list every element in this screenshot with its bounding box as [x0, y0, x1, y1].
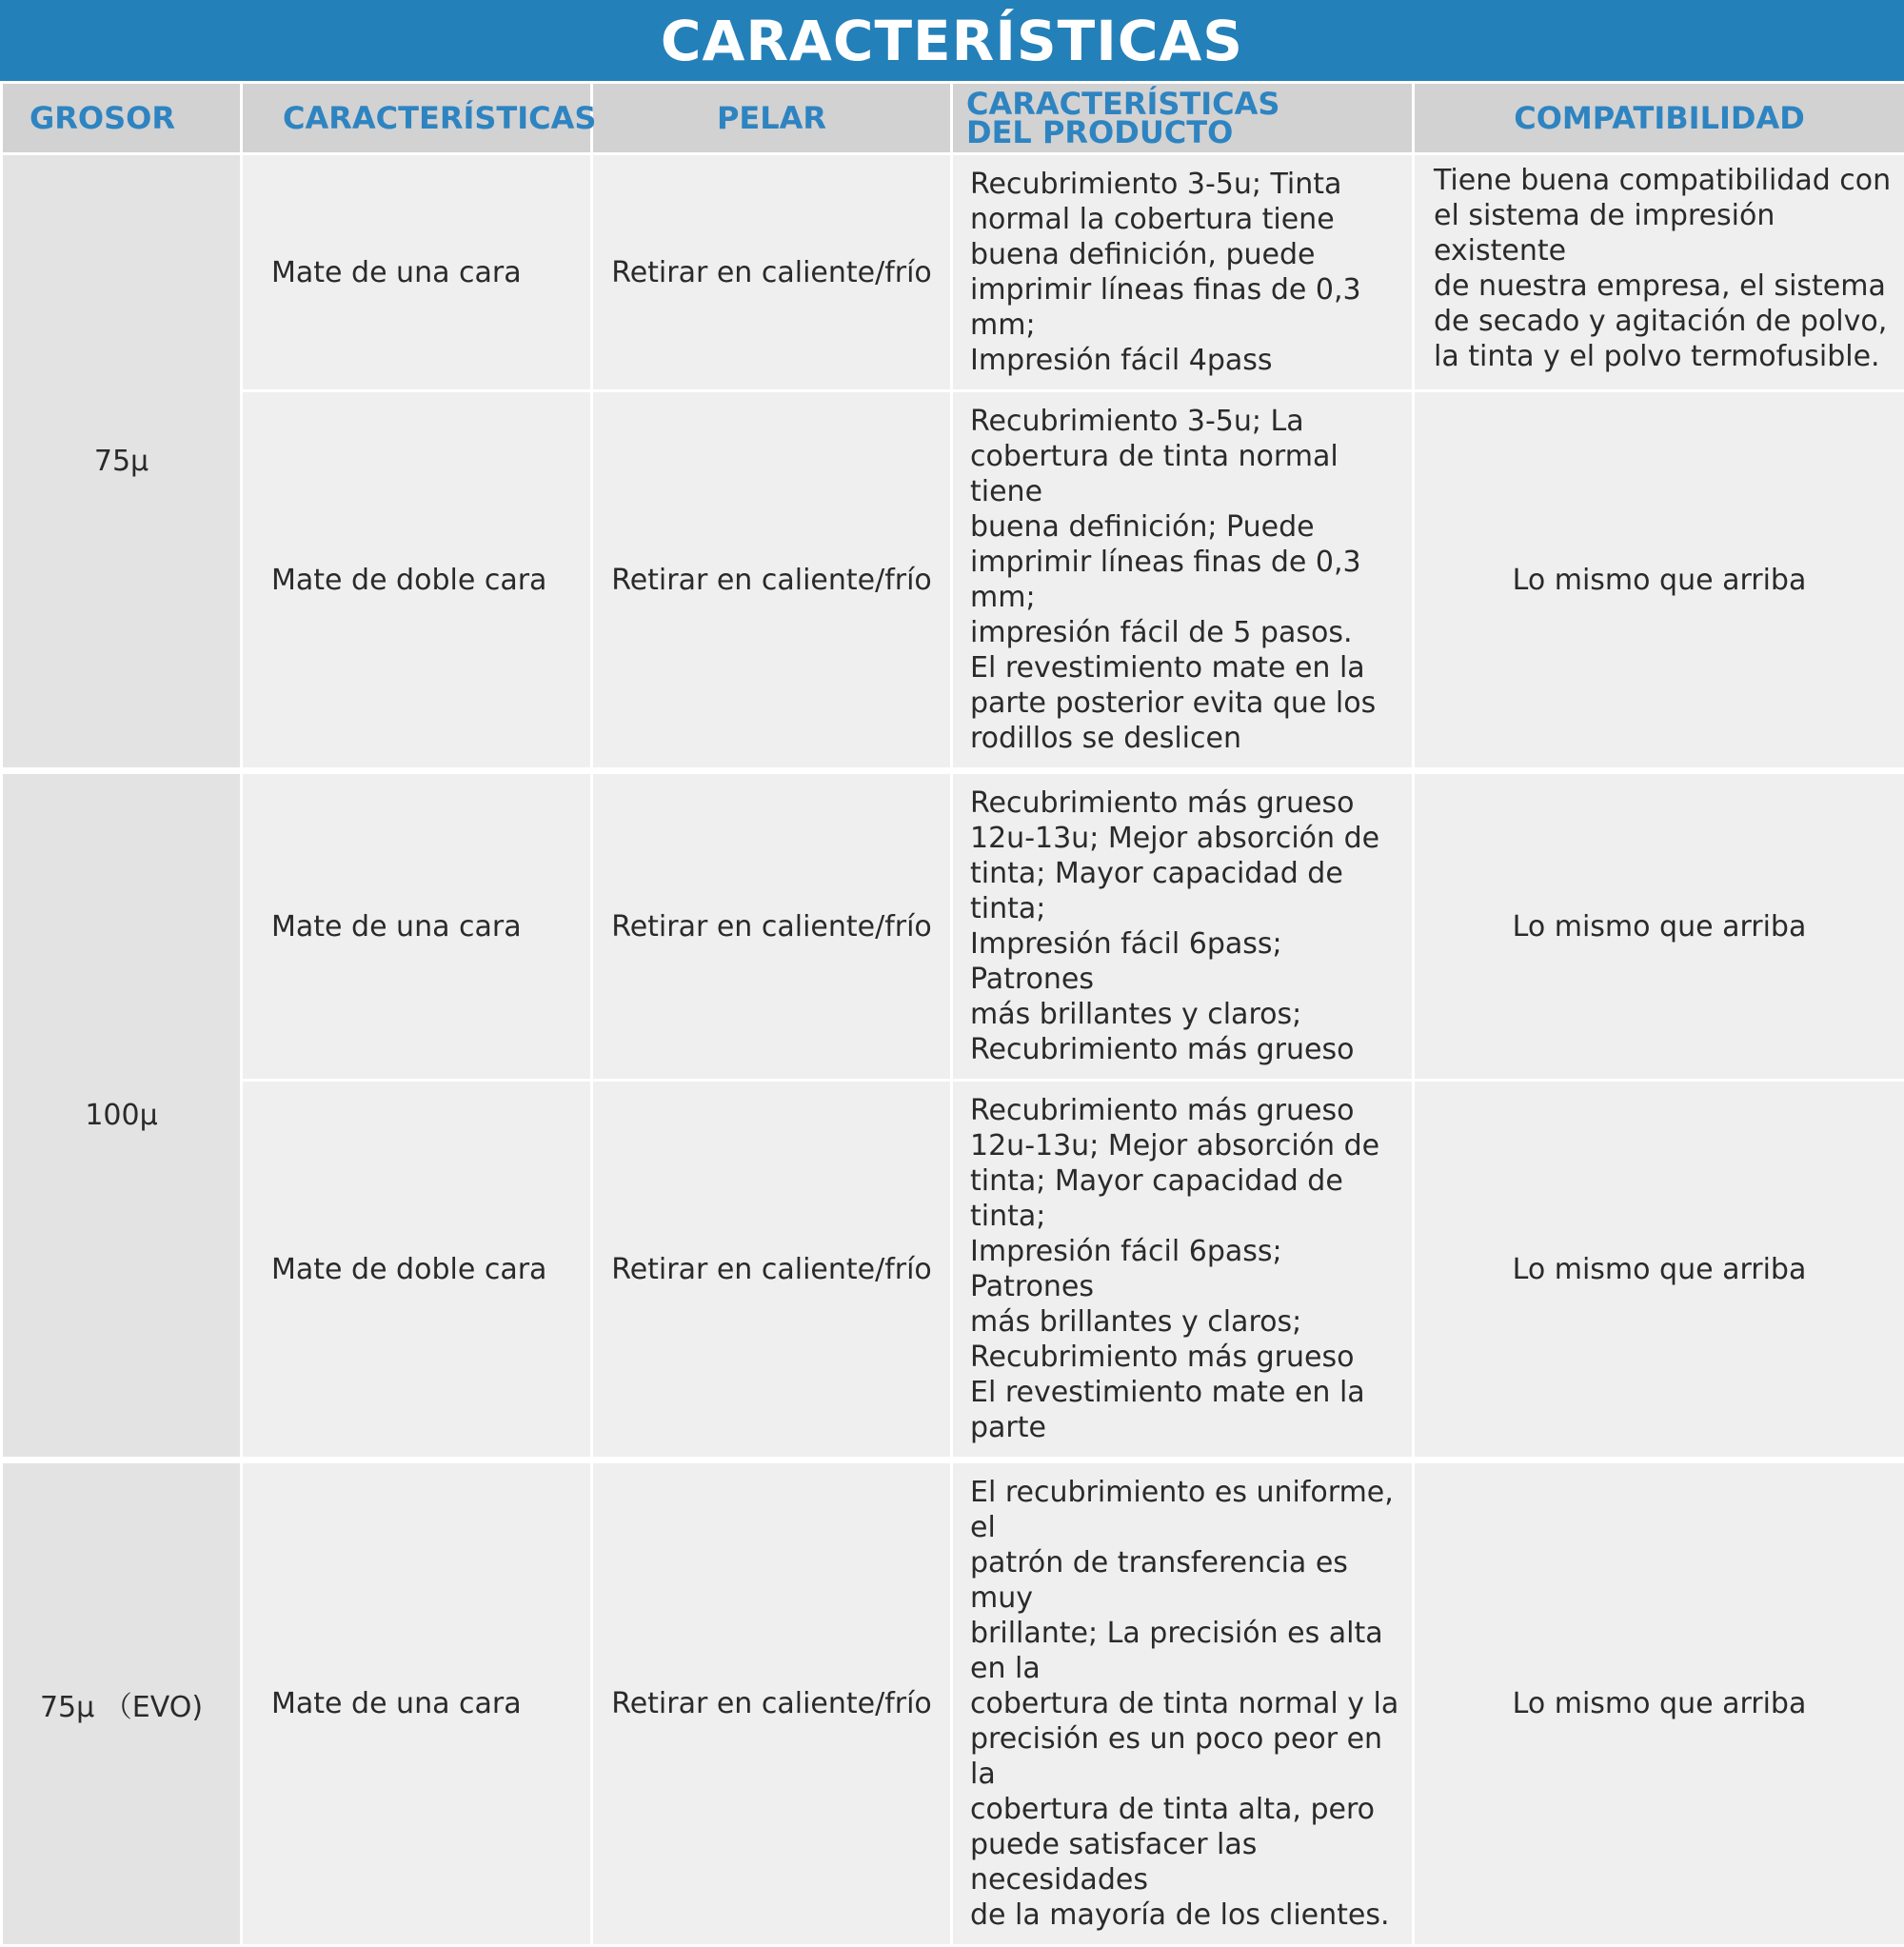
- page-title: CARACTERÍSTICAS: [661, 9, 1243, 73]
- pelar-cell: Retirar en caliente/frío: [592, 1460, 952, 1946]
- compatibilidad-cell: Lo mismo que arriba: [1414, 771, 1904, 1081]
- header-grosor: GROSOR: [2, 83, 242, 154]
- producto-line: rodillos se deslicen: [970, 721, 1402, 756]
- producto-line: brillante; La precisión es alta en la: [970, 1616, 1402, 1686]
- header-compatibilidad: COMPATIBILIDAD: [1414, 83, 1904, 154]
- producto-line: cobertura de tinta alta, pero: [970, 1792, 1402, 1827]
- producto-line: 12u-13u; Mejor absorción de: [970, 821, 1402, 856]
- producto-line: 12u-13u; Mejor absorción de: [970, 1128, 1402, 1163]
- producto-line: buena definición, puede: [970, 237, 1402, 272]
- table-row: [2, 154, 1904, 391]
- table-row: [2, 771, 1904, 1081]
- compatibilidad-line: de secado y agitación de polvo,: [1434, 304, 1898, 339]
- title-banner: [0, 0, 1904, 81]
- caracteristicas-cell: Mate de una cara: [242, 1460, 592, 1946]
- producto-cell: [952, 1460, 1414, 1946]
- section-75-evo: [2, 1460, 1904, 1946]
- producto-line: tinta; Mayor capacidad de tinta;: [970, 856, 1402, 926]
- header-caracteristicas: CARACTERÍSTICAS: [242, 83, 592, 154]
- pelar-cell: Retirar en caliente/frío: [592, 391, 952, 771]
- producto-line: impresión fácil de 5 pasos.: [970, 615, 1402, 650]
- pelar-cell: Retirar en caliente/frío: [592, 154, 952, 391]
- producto-line: Impresión fácil 4pass: [970, 343, 1402, 378]
- producto-line: imprimir líneas finas de 0,3 mm;: [970, 272, 1402, 343]
- compatibilidad-cell: Lo mismo que arriba: [1414, 1460, 1904, 1946]
- grosor-cell: 100μ: [2, 771, 242, 1460]
- compatibilidad-cell: [1414, 154, 1904, 391]
- producto-line: más brillantes y claros;: [970, 997, 1402, 1032]
- header-pelar: PELAR: [592, 83, 952, 154]
- caracteristicas-cell: Mate de una cara: [242, 154, 592, 391]
- producto-line: precisión es un poco peor en la: [970, 1721, 1402, 1792]
- compatibilidad-cell: Lo mismo que arriba: [1414, 1081, 1904, 1460]
- producto-line: Recubrimiento más grueso: [970, 1093, 1402, 1128]
- producto-cell: [952, 771, 1414, 1081]
- producto-line: tinta; Mayor capacidad de tinta;: [970, 1163, 1402, 1234]
- producto-cell: [952, 391, 1414, 771]
- producto-cell: [952, 1081, 1414, 1460]
- producto-line: más brillantes y claros;: [970, 1304, 1402, 1340]
- producto-line: cobertura de tinta normal y la: [970, 1686, 1402, 1721]
- header-producto-line2: DEL PRODUCTO: [966, 118, 1412, 147]
- producto-line: normal la cobertura tiene: [970, 202, 1402, 237]
- producto-line: El revestimiento mate en la parte: [970, 1375, 1402, 1445]
- caracteristicas-cell: Mate de doble cara: [242, 1081, 592, 1460]
- caracteristicas-cell: Mate de doble cara: [242, 391, 592, 771]
- producto-line: Impresión fácil 6pass; Patrones: [970, 1234, 1402, 1304]
- producto-line: Recubrimiento 3-5u; La: [970, 404, 1402, 439]
- pelar-cell: Retirar en caliente/frío: [592, 771, 952, 1081]
- characteristics-table: [0, 81, 1904, 1947]
- producto-line: buena definición; Puede: [970, 509, 1402, 545]
- compatibilidad-line: de nuestra empresa, el sistema: [1434, 268, 1898, 304]
- producto-line: Recubrimiento más grueso: [970, 1032, 1402, 1067]
- producto-line: Recubrimiento más grueso: [970, 785, 1402, 821]
- producto-line: parte posterior evita que los: [970, 685, 1402, 721]
- producto-line: imprimir líneas finas de 0,3 mm;: [970, 545, 1402, 615]
- compatibilidad-cell: Lo mismo que arriba: [1414, 391, 1904, 771]
- producto-line: Recubrimiento más grueso: [970, 1340, 1402, 1375]
- header-row: [2, 83, 1904, 154]
- compatibilidad-line: el sistema de impresión existente: [1434, 198, 1898, 268]
- producto-line: El revestimiento mate en la: [970, 650, 1402, 685]
- producto-line: cobertura de tinta normal tiene: [970, 439, 1402, 509]
- producto-line: Impresión fácil 6pass; Patrones: [970, 926, 1402, 997]
- compatibilidad-line: Tiene buena compatibilidad con: [1434, 163, 1898, 198]
- grosor-cell: 75μ: [2, 154, 242, 771]
- producto-line: puede satisfacer las necesidades: [970, 1827, 1402, 1897]
- header-producto-line1: CARACTERÍSTICAS: [966, 89, 1412, 118]
- table-row: [2, 1081, 1904, 1460]
- grosor-cell: 75μ （EVO): [2, 1460, 242, 1946]
- producto-line: patrón de transferencia es muy: [970, 1545, 1402, 1616]
- table-row: [2, 1460, 1904, 1946]
- caracteristicas-cell: Mate de una cara: [242, 771, 592, 1081]
- section-75: [2, 154, 1904, 771]
- producto-line: El recubrimiento es uniforme, el: [970, 1475, 1402, 1545]
- producto-line: de la mayoría de los clientes.: [970, 1897, 1402, 1933]
- header-producto: [952, 83, 1414, 154]
- producto-line: Recubrimiento 3-5u; Tinta: [970, 167, 1402, 202]
- table-row: [2, 391, 1904, 771]
- compatibilidad-line: la tinta y el polvo termofusible.: [1434, 339, 1898, 374]
- pelar-cell: Retirar en caliente/frío: [592, 1081, 952, 1460]
- section-100: [2, 771, 1904, 1460]
- producto-cell: [952, 154, 1414, 391]
